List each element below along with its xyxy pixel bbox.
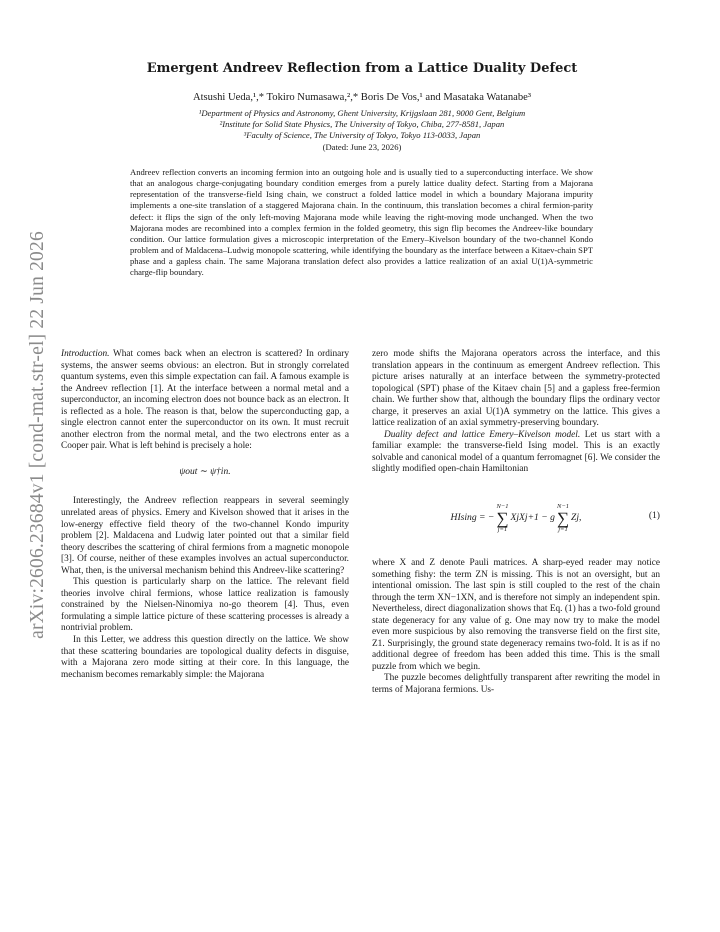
paper-title: Emergent Andreev Reflection from a Lattice Duality Defect bbox=[146, 61, 578, 76]
eq-lhs: HIsing = − bbox=[450, 512, 495, 524]
intro-paragraph-1 bbox=[61, 349, 349, 453]
eq-term-2: Zj, bbox=[571, 512, 582, 524]
right-paragraph-4: The puzzle becomes delightfully transparent after rewriting the model in terms of Majorana fermions. Us- bbox=[372, 673, 660, 696]
intro-text-1: What comes back when an electron is scattered? In ordinary systems, the answer seems obvious: an electron. But in strongly correlated quantum systems, even this simple expectation can fail. A famous example is the Andreev reflection [1]. At the interface between a normal metal and a superconductor, an incoming electron does not bounce back as an electron. It is reflected as a hole. The reason is that, below the superconducting gap, a single electron cannot enter the superconductor on its own. It must recruit another electron from the normal metal, and the two electrons enter as a Cooper pair. What is left behind is precisely a hole: bbox=[61, 349, 349, 452]
section-heading: Duality defect and lattice Emery–Kivelson model. bbox=[384, 429, 581, 440]
abstract: Andreev reflection converts an incoming fermion into an outgoing hole and is usually tied to a superconducting interface. We show that an analogous charge-conjugating boundary condition emerges from a purely lattice duality defect. Starting from a Majorana representation of the transverse-field Ising chain, we construct a folded lattice model in which a boundary Majorana impurity implements a one-site translation of a staggered Majorana chain. In the continuum, this translation becomes a chiral fermion-parity defect: it flips the sign of the only left-moving Majorana mode while leaving the right-moving mode unchanged. When the two Majorana modes are recombined into a complex fermion in the folded geometry, this sign flip becomes the Andreev-like boundary condition. Our lattice formulation gives a microscopic interpretation of the Emery–Kivelson boundary of the two-channel Kondo problem and of Maldacena–Ludwig monopole scattering, while identifying the boundary as the interface between a Kitaev-chain SPT phase and a gapless chain. The same Majorana translation defect also provides a lattice realization of an axial U(1)A-symmetric charge-flip boundary. bbox=[130, 167, 593, 278]
eq-term-1: XjXj+1 − g bbox=[510, 512, 555, 524]
sum-symbol-1 bbox=[496, 503, 508, 534]
right-paragraph-1: zero mode shifts the Majorana operators across the interface, and this translation appears in the continuum as emergent Andreev reflection. This picture arises naturally at an interface between the symmetry-protected topological (SPT) phase of the Kitaev chain [5] and a gapless free-fermion chain. We further show that, although the boundary flips the ordinary vector charge, it preserves an axial U(1)A symmetry on the lattice. This gives a lattice realization of an axial symmetry-preserving boundary. bbox=[372, 349, 660, 429]
andreev-equation: ψout ∼ ψ†in. bbox=[179, 466, 231, 477]
sum-upper-limit: N−1 bbox=[496, 502, 509, 510]
affiliation-1: ¹Department of Physics and Astronomy, Ghent University, Krijgslaan 281, 9000 Gent, Belgium bbox=[198, 108, 526, 118]
intro-paragraph-3: This question is particularly sharp on the lattice. The relevant field theories involve chiral fermions, whose lattice realization is famously constrained by the Nielsen-Ninomiya no-go theorem [4]. Thus, even formulating a simple lattice picture of these scattering processes is already a nontrivial problem. bbox=[61, 577, 349, 634]
sum-lower-limit: j=1 bbox=[558, 525, 568, 533]
right-paragraph-3: where X and Z denote Pauli matrices. A sharp-eyed reader may notice something fishy: the term ZN is missing. This is not an oversight, but an intentional omission. The last spin is still coupled to the rest of the chain through the term XN−1XN, and is therefore not simply an independent spin. Nevertheless, direct diagonalization shows that Eq. (1) has a two-fold ground state degeneracy for any value of g. One may now try to make the model even more suspicious by also removing the transverse field on the first site, Z1. Surprisingly, the ground state degeneracy remains two-fold. It is as if no additional degree of freedom has been added this time. This is the small puzzle from which we begin. bbox=[372, 558, 660, 672]
arxiv-identifier-stamp bbox=[18, 215, 58, 655]
intro-paragraph-2: Interestingly, the Andreev reflection reappears in several seemingly unrelated areas of physics. Emery and Kivelson showed that it arises in the low-energy effective field theory of the two-channel Kondo impurity problem [2]. Maldacena and Ludwig later pointed out that a similar field theory describes the scattering of chiral fermions from a magnetic monopole [3]. Of course, neither of these examples involves an actual superconductor. What, then, is the universal mechanism behind this Andreev-like scattering? bbox=[61, 496, 349, 576]
equation-number: (1) bbox=[648, 510, 660, 522]
dated-line: (Dated: June 23, 2026) bbox=[322, 141, 402, 152]
author-list: Atsushi Ueda,¹,* Tokiro Numasawa,²,* Boris De Vos,¹ and Masataka Watanabe³ bbox=[192, 92, 532, 103]
sum-upper-limit: N−1 bbox=[556, 502, 569, 510]
sum-lower-limit: j=1 bbox=[497, 525, 508, 533]
sigma-icon: ∑ bbox=[496, 508, 509, 528]
section-text: Let us start with a familiar example: the transverse-field Ising model. This is an exactly solvable and canonical model of a quantum ferromagnet [6]. We consider the slightly modified open-chain Hamiltonian bbox=[372, 429, 661, 475]
right-column bbox=[372, 349, 660, 697]
sum-symbol-2 bbox=[557, 503, 569, 534]
affiliations bbox=[76, 108, 648, 153]
section-paragraph bbox=[372, 430, 660, 476]
intro-paragraph-4: In this Letter, we address this question directly on the lattice. We show that these scattering boundaries are topological duality defects in disguise, with a Majorana zero mode sitting at their core. In this language, the mechanism becomes remarkably simple: the Majorana bbox=[61, 635, 349, 680]
arxiv-identifier-text: arXiv:2606.23684v1 [cond-mat.str-el] 22 Jun 2026 bbox=[27, 231, 48, 639]
ising-hamiltonian-equation bbox=[372, 490, 660, 546]
affiliation-2: ²Institute for Solid State Physics, The University of Tokyo, Chiba, 277-8581, Japan bbox=[219, 119, 505, 130]
left-column bbox=[61, 349, 349, 681]
intro-heading: Introduction. bbox=[61, 349, 110, 359]
sigma-icon: ∑ bbox=[556, 508, 570, 528]
affiliation-3: ³Faculty of Science, The University of Tokyo, Tokyo 113-0033, Japan bbox=[243, 130, 481, 141]
